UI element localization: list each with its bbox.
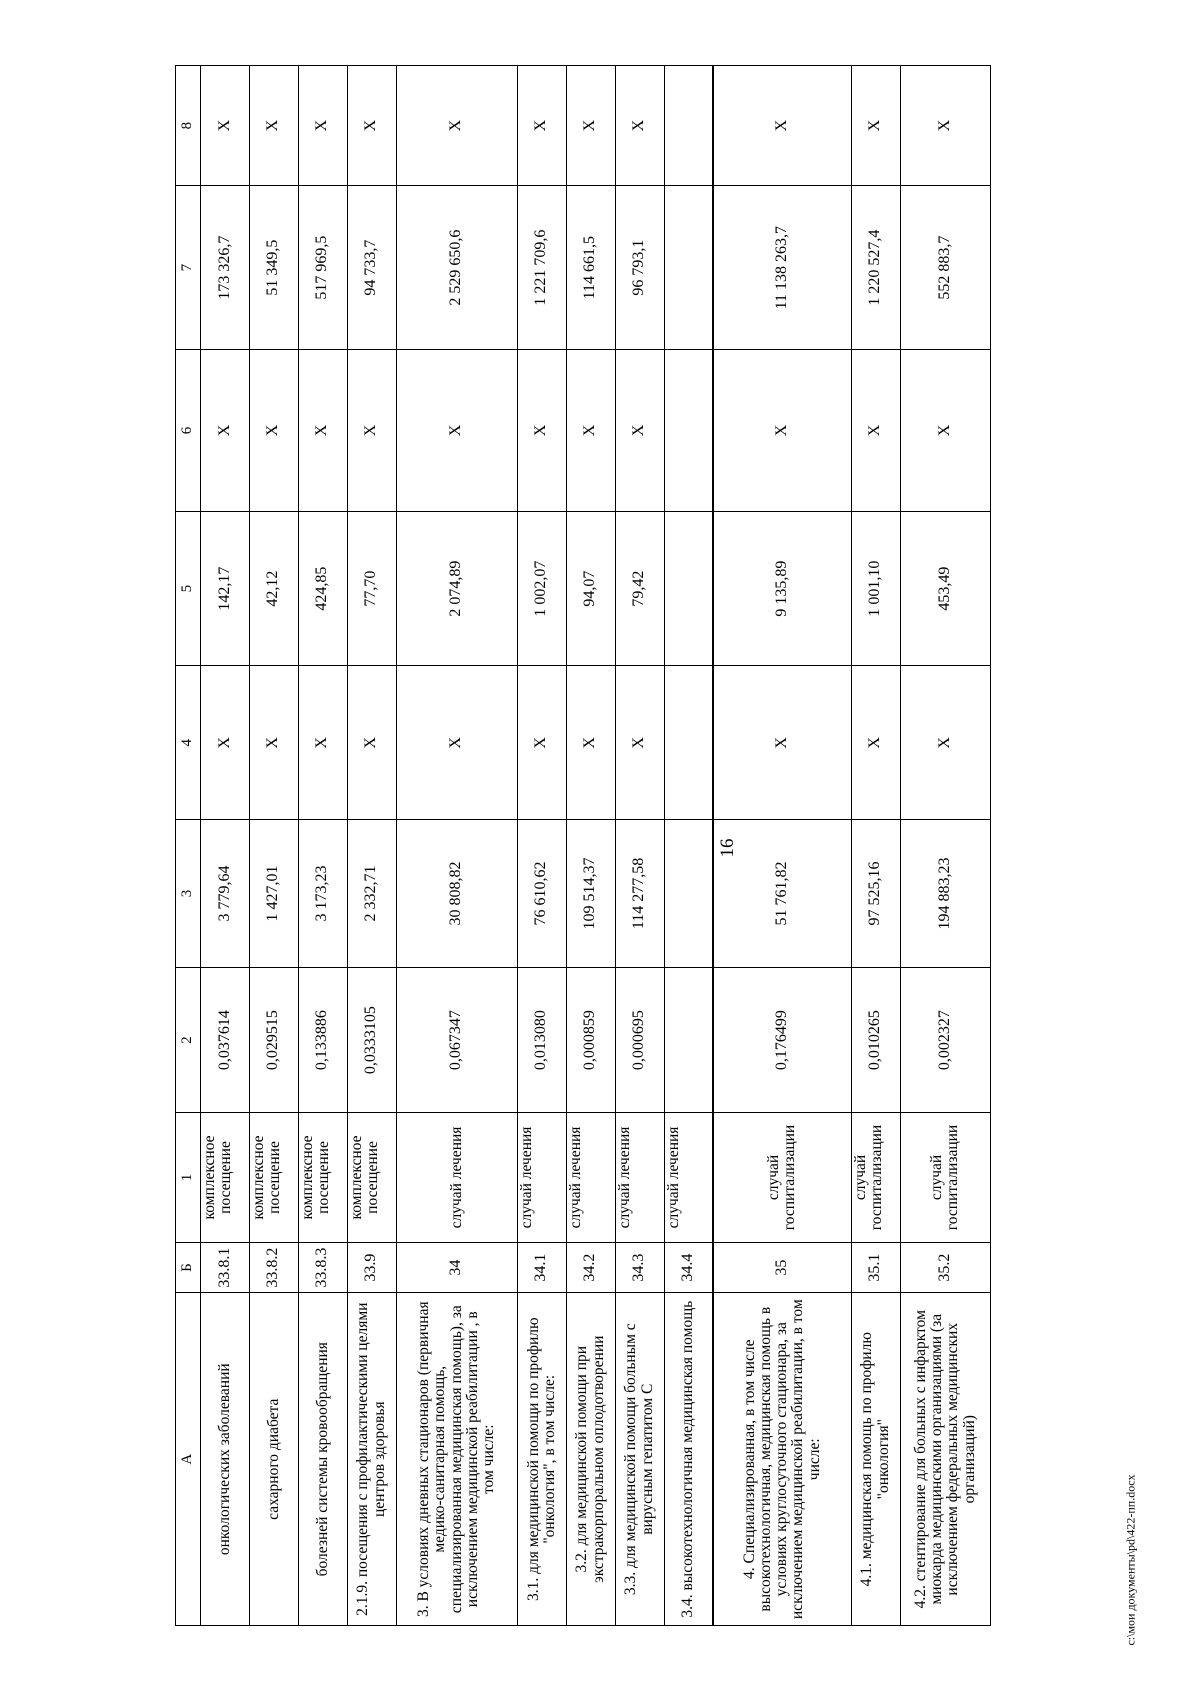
unit-cell: комплексное посещение xyxy=(347,1113,396,1242)
table-row xyxy=(851,66,900,1626)
header-cell-5: 5 xyxy=(176,511,201,666)
table-row xyxy=(615,66,664,1626)
table-row xyxy=(347,66,396,1626)
value-cell: 2 074,89 xyxy=(396,511,517,666)
table-row xyxy=(517,66,566,1626)
value-cell: 0,067347 xyxy=(396,967,517,1112)
value-cell: 0,0333105 xyxy=(347,967,396,1112)
header-cell-b: Б xyxy=(176,1242,201,1293)
header-cell-7: 7 xyxy=(176,186,201,350)
table-row xyxy=(900,66,990,1626)
unit-cell: случай лечения xyxy=(566,1113,615,1242)
page-number: 16 xyxy=(717,838,738,858)
row-code: 35 xyxy=(713,1242,851,1293)
row-code: 34.3 xyxy=(615,1242,664,1293)
row-name: 3.4. высокотехнологичная медицинская помощь xyxy=(664,1293,713,1626)
value-cell: 94 733,7 xyxy=(347,186,396,350)
value-cell: Х xyxy=(249,66,298,186)
value-cell: Х xyxy=(396,66,517,186)
value-cell xyxy=(664,186,713,350)
value-cell: Х xyxy=(900,666,990,820)
table-row xyxy=(566,66,615,1626)
value-cell: 173 326,7 xyxy=(201,186,250,350)
value-cell: Х xyxy=(566,66,615,186)
value-cell: Х xyxy=(900,350,990,512)
value-cell: Х xyxy=(713,66,851,186)
header-cell-3: 3 xyxy=(176,820,201,968)
value-cell: 0,010265 xyxy=(851,967,900,1112)
value-cell xyxy=(664,967,713,1112)
value-cell: 94,07 xyxy=(566,511,615,666)
value-cell: Х xyxy=(249,350,298,512)
row-code: 35.1 xyxy=(851,1242,900,1293)
value-cell: 0,000859 xyxy=(566,967,615,1112)
value-cell: Х xyxy=(249,666,298,820)
value-cell: Х xyxy=(298,66,347,186)
value-cell: Х xyxy=(851,66,900,186)
value-cell: 0,013080 xyxy=(517,967,566,1112)
value-cell: 194 883,23 xyxy=(900,820,990,968)
value-cell: 2 332,71 xyxy=(347,820,396,968)
value-cell: 77,70 xyxy=(347,511,396,666)
unit-cell: случай госпитализации xyxy=(851,1113,900,1242)
row-code: 33.8.2 xyxy=(249,1242,298,1293)
row-name: 4. Специализированная, в том числе высокотехнологичная, медицинская помощь в условиях круглосуточного стационара, за исключением медицинской реабилитации, в том числе: xyxy=(713,1293,851,1626)
value-cell: 0,133886 xyxy=(298,967,347,1112)
unit-cell: случай лечения xyxy=(517,1113,566,1242)
value-cell xyxy=(664,820,713,968)
value-cell: Х xyxy=(566,666,615,820)
unit-cell: случай госпитализации xyxy=(713,1113,851,1242)
value-cell: 1 002,07 xyxy=(517,511,566,666)
row-name: 3.3. для медицинской помощи больным с вирусным гепатитом С xyxy=(615,1293,664,1626)
row-code: 33.9 xyxy=(347,1242,396,1293)
value-cell: Х xyxy=(851,350,900,512)
row-name: 3.1. для медицинской помощи по профилю "онкология", в том числе: xyxy=(517,1293,566,1626)
table-row xyxy=(201,66,250,1626)
value-cell: 1 220 527,4 xyxy=(851,186,900,350)
value-cell: Х xyxy=(713,350,851,512)
rotated-table-container xyxy=(175,65,991,1626)
value-cell: Х xyxy=(201,666,250,820)
value-cell: 109 514,37 xyxy=(566,820,615,968)
unit-cell: случай госпитализации xyxy=(900,1113,990,1242)
value-cell: Х xyxy=(396,666,517,820)
value-cell: Х xyxy=(900,66,990,186)
value-cell: 51 761,82 xyxy=(713,820,851,968)
value-cell: Х xyxy=(615,666,664,820)
data-table xyxy=(175,65,991,1626)
value-cell: 1 221 709,6 xyxy=(517,186,566,350)
value-cell: Х xyxy=(298,666,347,820)
value-cell: 30 808,82 xyxy=(396,820,517,968)
value-cell xyxy=(664,66,713,186)
unit-cell: случай лечения xyxy=(664,1113,713,1242)
table-row xyxy=(298,66,347,1626)
unit-cell: комплексное посещение xyxy=(249,1113,298,1242)
value-cell: Х xyxy=(396,350,517,512)
value-cell: Х xyxy=(517,66,566,186)
value-cell: 0,000695 xyxy=(615,967,664,1112)
value-cell: 76 610,62 xyxy=(517,820,566,968)
value-cell: 552 883,7 xyxy=(900,186,990,350)
row-name: онкологических заболеваний xyxy=(201,1293,250,1626)
value-cell: Х xyxy=(347,666,396,820)
table-row xyxy=(713,66,851,1626)
value-cell: 0,037614 xyxy=(201,967,250,1112)
value-cell: 0,176499 xyxy=(713,967,851,1112)
value-cell: Х xyxy=(298,350,347,512)
value-cell: 51 349,5 xyxy=(249,186,298,350)
value-cell: Х xyxy=(615,350,664,512)
unit-cell: случай лечения xyxy=(615,1113,664,1242)
row-code: 34.1 xyxy=(517,1242,566,1293)
value-cell: 11 138 263,7 xyxy=(713,186,851,350)
unit-cell: комплексное посещение xyxy=(298,1113,347,1242)
value-cell xyxy=(664,511,713,666)
value-cell: 142,17 xyxy=(201,511,250,666)
value-cell: Х xyxy=(201,66,250,186)
row-code: 33.8.1 xyxy=(201,1242,250,1293)
value-cell: Х xyxy=(566,350,615,512)
row-name: 4.1. медицинская помощь по профилю "онкология" xyxy=(851,1293,900,1626)
unit-cell: комплексное посещение xyxy=(201,1113,250,1242)
value-cell: 79,42 xyxy=(615,511,664,666)
value-cell: Х xyxy=(517,350,566,512)
table-row xyxy=(396,66,517,1626)
value-cell: 3 173,23 xyxy=(298,820,347,968)
header-cell-2: 2 xyxy=(176,967,201,1112)
header-row xyxy=(176,66,201,1626)
value-cell: Х xyxy=(851,666,900,820)
row-name: 3. В условиях дневных стационаров (первичная медико-санитарная помощь, специализированная медицинская помощь), за исключением медицинской реабилитации , в том числе: xyxy=(396,1293,517,1626)
row-name: сахарного диабета xyxy=(249,1293,298,1626)
row-code: 34.2 xyxy=(566,1242,615,1293)
row-code: 35.2 xyxy=(900,1242,990,1293)
value-cell: 97 525,16 xyxy=(851,820,900,968)
row-code: 34.4 xyxy=(664,1242,713,1293)
value-cell: 517 969,5 xyxy=(298,186,347,350)
value-cell: 9 135,89 xyxy=(713,511,851,666)
header-cell-a: А xyxy=(176,1293,201,1626)
table-row xyxy=(249,66,298,1626)
value-cell xyxy=(664,350,713,512)
header-cell-6: 6 xyxy=(176,350,201,512)
value-cell: 453,49 xyxy=(900,511,990,666)
header-cell-1: 1 xyxy=(176,1113,201,1242)
row-name: 3.2. для медицинской помощи при экстракорпоральном оплодотворении xyxy=(566,1293,615,1626)
value-cell: Х xyxy=(347,66,396,186)
unit-cell: случай лечения xyxy=(396,1113,517,1242)
header-cell-4: 4 xyxy=(176,666,201,820)
value-cell: 1 001,10 xyxy=(851,511,900,666)
row-code: 33.8.3 xyxy=(298,1242,347,1293)
value-cell: 114 277,58 xyxy=(615,820,664,968)
value-cell: 0,029515 xyxy=(249,967,298,1112)
value-cell: 0,002327 xyxy=(900,967,990,1112)
row-name: болезней системы кровообращения xyxy=(298,1293,347,1626)
row-name: 2.1.9. посещения с профилактическими целями центров здоровья xyxy=(347,1293,396,1626)
value-cell: Х xyxy=(713,666,851,820)
value-cell: 424,85 xyxy=(298,511,347,666)
value-cell: Х xyxy=(201,350,250,512)
table-row xyxy=(664,66,713,1626)
value-cell: 96 793,1 xyxy=(615,186,664,350)
value-cell: 3 779,64 xyxy=(201,820,250,968)
value-cell: Х xyxy=(615,66,664,186)
row-code: 34 xyxy=(396,1242,517,1293)
value-cell: 42,12 xyxy=(249,511,298,666)
header-cell-8: 8 xyxy=(176,66,201,186)
row-name: 4.2. стентирование для больных с инфарктом миокарда медицинскими организациями (за исключением федеральных медицинских организаций) xyxy=(900,1293,990,1626)
value-cell: 2 529 650,6 xyxy=(396,186,517,350)
value-cell: 114 661,5 xyxy=(566,186,615,350)
value-cell: 1 427,01 xyxy=(249,820,298,968)
value-cell: Х xyxy=(347,350,396,512)
value-cell: Х xyxy=(517,666,566,820)
value-cell xyxy=(664,666,713,820)
file-path-footer: c:\мои документы\pd\422-пп.docx xyxy=(1123,1474,1138,1646)
